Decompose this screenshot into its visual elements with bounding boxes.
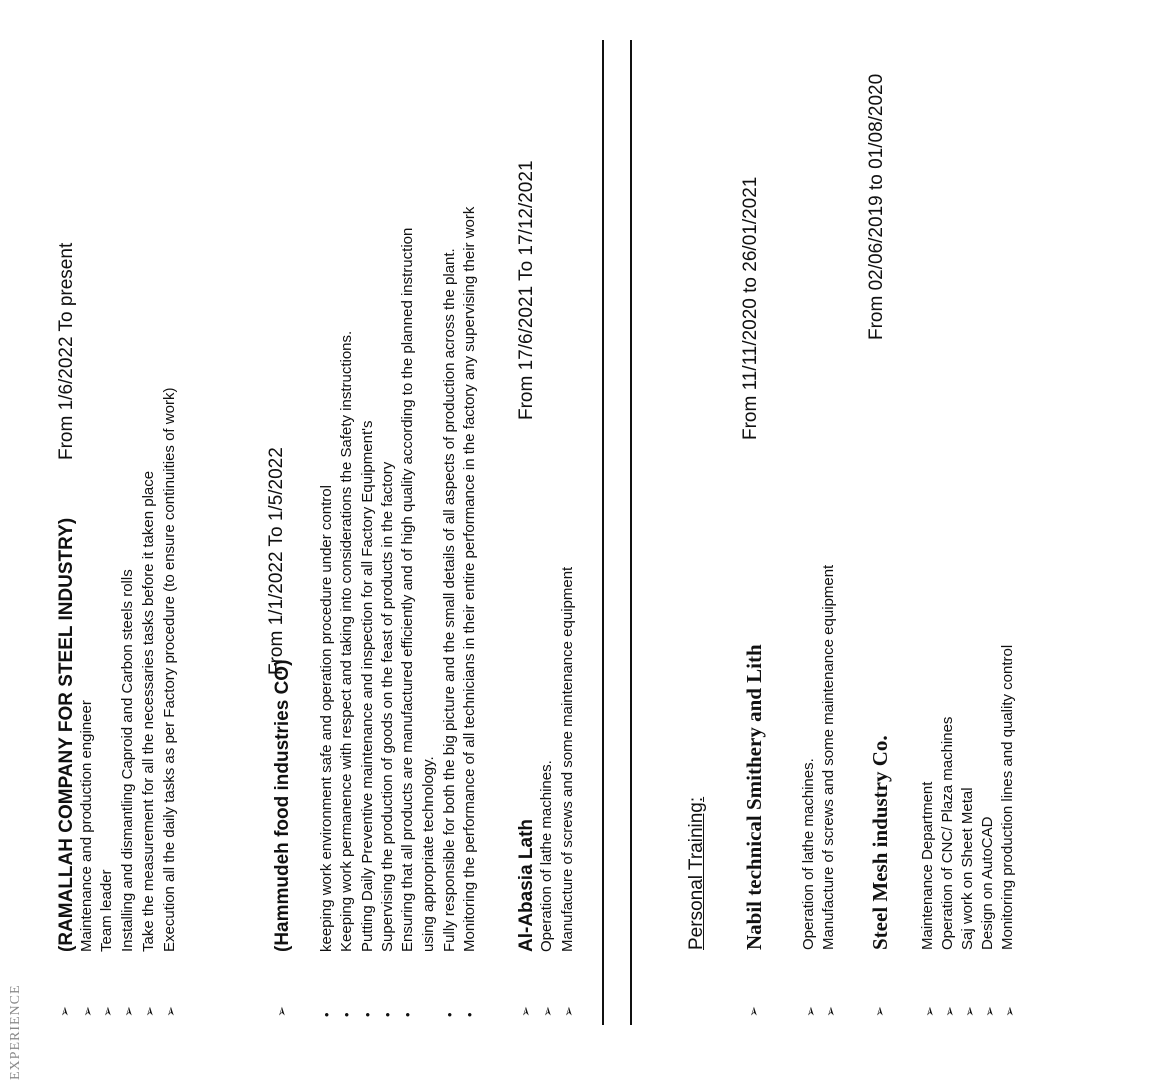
arrow-bullet-icon: ➢ xyxy=(922,1006,937,1017)
arrow-bullet-icon: ➢ xyxy=(142,1006,157,1017)
arrow-bullet-icon: ➢ xyxy=(121,1006,136,1017)
ramallah-line: Maintenance and production engineer xyxy=(78,700,95,952)
arrow-bullet-icon: ➢ xyxy=(803,1006,818,1017)
dot-bullet-icon: • xyxy=(339,1012,354,1017)
arrow-bullet-icon: ➢ xyxy=(57,1006,72,1017)
arrow-bullet-icon: ➢ xyxy=(100,1006,115,1017)
arrow-bullet-icon: ➢ xyxy=(163,1006,178,1017)
separator-line xyxy=(602,40,604,1025)
steelmesh-line: Saj work on Sheet Metal xyxy=(959,787,976,950)
arrow-bullet-icon: ➢ xyxy=(962,1006,977,1017)
hammudeh-line: Monitoring the performance of all technicians in their entire performance in the factory any supervising their work xyxy=(461,206,478,952)
nabil-date: From 11/11/2020 to 26/01/2021 xyxy=(740,176,761,440)
ramallah-line: Team leader xyxy=(98,869,115,952)
dot-bullet-icon: • xyxy=(442,1012,457,1017)
arrow-bullet-icon: ➢ xyxy=(274,1006,289,1017)
alabasia-line: Manufacture of screws and some maintenance equipment xyxy=(559,566,576,952)
dot-bullet-icon: • xyxy=(462,1012,477,1017)
dot-bullet-icon: • xyxy=(319,1012,334,1017)
steelmesh-title: Steel Mesh industry Co. xyxy=(868,735,892,950)
hammudeh-date: From 1/1/2022 To 1/5/2022 xyxy=(266,447,287,675)
hammudeh-line: Supervising the production of goods on the feast of products in the factory xyxy=(379,461,396,952)
nabil-line: Operation of lathe machines. xyxy=(800,758,817,950)
dot-bullet-icon: • xyxy=(360,1012,375,1017)
arrow-bullet-icon: ➢ xyxy=(823,1006,838,1017)
hammudeh-line: Putting Daily Preventive maintenance and inspection for all Factory Equipment's xyxy=(359,420,376,952)
arrow-bullet-icon: ➢ xyxy=(518,1006,533,1017)
steelmesh-line: Monitoring production lines and quality control xyxy=(999,644,1016,950)
dot-bullet-icon: • xyxy=(380,1012,395,1017)
arrow-bullet-icon: ➢ xyxy=(872,1006,887,1017)
alabasia-date: From 17/6/2021 To 17/12/2021 xyxy=(516,160,537,420)
ramallah-date: From 1/6/2022 To present xyxy=(56,242,77,460)
nabil-line: Manufacture of screws and some maintenance equipment xyxy=(820,564,837,950)
arrow-bullet-icon: ➢ xyxy=(561,1006,576,1017)
steelmesh-line: Operation of CNC/ Plaza machines xyxy=(939,716,956,950)
section-label: EXPERIENCE xyxy=(8,984,23,1080)
steelmesh-date: From 02/06/2019 to 01/08/2020 xyxy=(866,73,887,340)
steelmesh-line: Design on AutoCAD xyxy=(979,816,996,950)
arrow-bullet-icon: ➢ xyxy=(982,1006,997,1017)
arrow-bullet-icon: ➢ xyxy=(746,1006,761,1017)
separator-line xyxy=(630,40,632,1025)
dot-bullet-icon: • xyxy=(400,1012,415,1017)
ramallah-line: Execution all the daily tasks as per Factory procedure (to ensure continuities of work) xyxy=(161,387,178,952)
hammudeh-line: keeping work environment safe and operation procedure under control xyxy=(318,485,335,952)
nabil-title: Nabil technical Smithery and Lith xyxy=(742,644,766,950)
hammudeh-line: Keeping work permanence with respect and taking into considerations the Safety instructions. xyxy=(338,330,355,952)
hammudeh-line: using appropriate technology. xyxy=(420,756,437,952)
arrow-bullet-icon: ➢ xyxy=(1002,1006,1017,1017)
ramallah-line: Installing and dismantling Caproid and Carbon steels rolls xyxy=(119,569,136,952)
arrow-bullet-icon: ➢ xyxy=(942,1006,957,1017)
steelmesh-line: Maintenance Department xyxy=(919,781,936,950)
training-heading: Personal Training: xyxy=(686,796,707,950)
hammudeh-title: (Hammudeh food industries CO) xyxy=(272,659,293,952)
alabasia-line: Operation of lathe machines. xyxy=(538,760,555,952)
arrow-bullet-icon: ➢ xyxy=(80,1006,95,1017)
arrow-bullet-icon: ➢ xyxy=(540,1006,555,1017)
ramallah-line: Take the measurement for all the necessaries tasks before it taken place xyxy=(140,470,157,952)
alabasia-title: Al-Abasia Lath xyxy=(516,818,537,952)
ramallah-title: (RAMALLAH COMPANY FOR STEEL INDUSTRY) xyxy=(56,517,77,952)
hammudeh-line: Ensuring that all products are manufactured efficiently and of high quality according to the planned instruction xyxy=(399,227,416,952)
hammudeh-line: Fully responsible for both the big picture and the small details of all aspects of production across the plant. xyxy=(441,248,458,952)
